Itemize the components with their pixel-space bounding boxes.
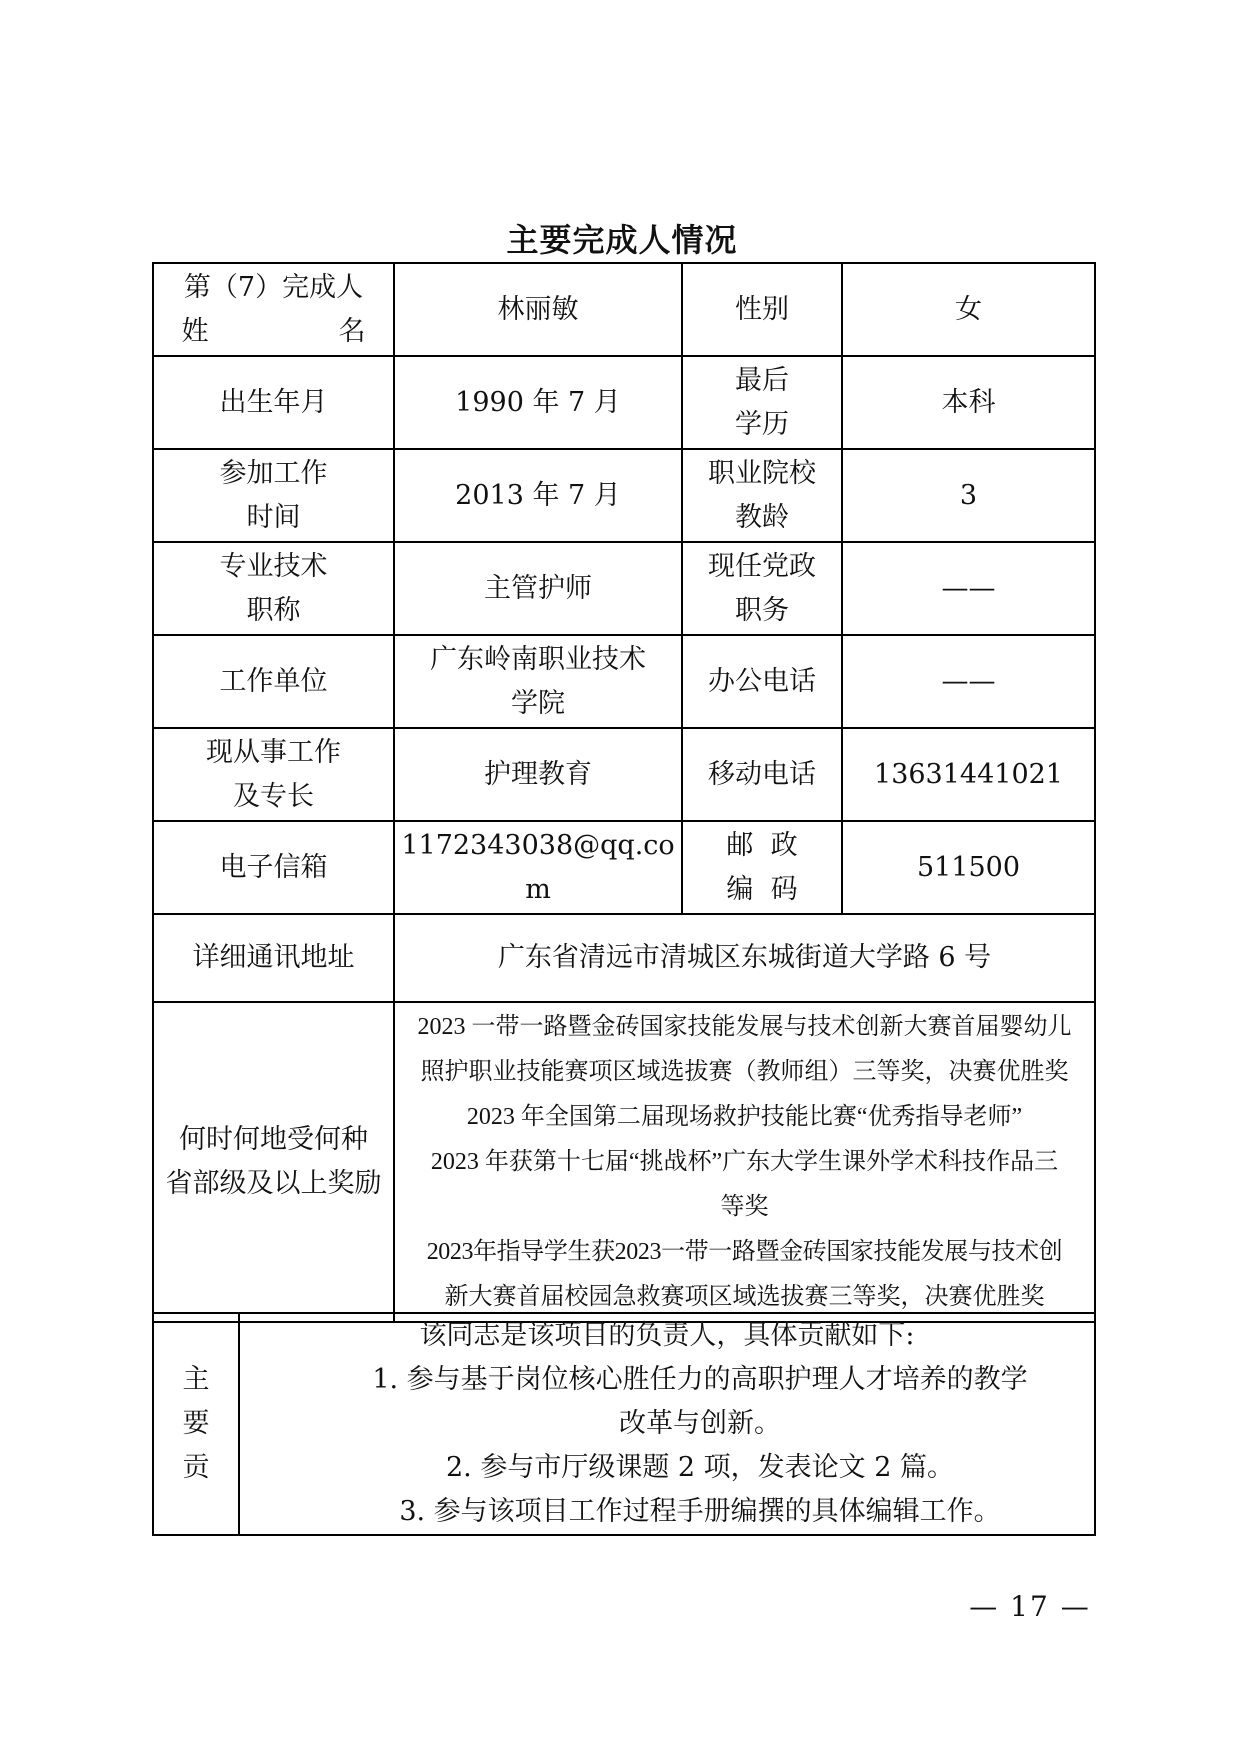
row-awards [153,1002,1095,1322]
award-line: 2023年指导学生获2023一带一路暨金砖国家技能发展与技术创 [426,1238,1063,1265]
label-work-start: 参加工作 时间 [153,449,394,542]
award-line: 2023 年全国第二届现场救护技能比赛“优秀指导老师” [466,1103,1023,1130]
value-birth: 1990 年 7 月 [394,356,682,449]
row-name [153,263,1095,356]
label-awards: 何时何地受何种 省部级及以上奖励 [153,1002,394,1322]
label-party-position: 现任党政 职务 [682,542,842,635]
contribution-item: 改革与创新。 [619,1408,781,1439]
label-professional-title: 专业技术 职称 [153,542,394,635]
award-line: 新大赛首届校园急救赛项区域选拔赛三等奖，决赛优胜奖 [444,1283,1045,1310]
row-unit [153,635,1095,728]
value-work-start: 2013 年 7 月 [394,449,682,542]
row-email [153,821,1095,914]
label-postcode: 邮 政 编 码 [682,821,842,914]
value-unit: 广东岭南职业技术 学院 [394,635,682,728]
row-work-start [153,449,1095,542]
value-contribution [239,1313,1095,1535]
award-line: 照护职业技能赛项区域选拔赛（教师组）三等奖，决赛优胜奖 [420,1058,1069,1085]
label-teaching-years: 职业院校 教龄 [682,449,842,542]
label-gender: 性别 [682,263,842,356]
label-job: 现从事工作 及专长 [153,728,394,821]
label-unit: 工作单位 [153,635,394,728]
label-contribution: 主 要 贡 [153,1313,239,1535]
value-job: 护理教育 [394,728,682,821]
row-birth [153,356,1095,449]
label-name: 第（7）完成人 姓 名 [153,263,394,356]
value-postcode: 511500 [842,821,1095,914]
value-teaching-years: 3 [842,449,1095,542]
value-awards [394,1002,1095,1322]
row-job [153,728,1095,821]
value-professional-title: 主管护师 [394,542,682,635]
contribution-item: 3. 参与该项目工作过程手册编撰的具体编辑工作。 [399,1496,1001,1527]
info-table [152,262,1096,1323]
label-birth: 出生年月 [153,356,394,449]
contribution-item: 1. 参与基于岗位核心胜任力的高职护理人才培养的教学 [372,1364,1028,1395]
award-line: 2023 一带一路暨金砖国家技能发展与技术创新大赛首届婴幼儿 [417,1013,1072,1040]
row-address [153,914,1095,1002]
label-office-phone: 办公电话 [682,635,842,728]
page-title: 主要完成人情况 [506,221,738,259]
row-professional-title [153,542,1095,635]
contribution-item: 2. 参与市厅级课题 2 项，发表论文 2 篇。 [445,1452,955,1483]
award-line: 等奖 [720,1193,769,1220]
label-mobile: 移动电话 [682,728,842,821]
label-email: 电子信箱 [153,821,394,914]
row-contribution [153,1313,1095,1535]
value-office-phone: —— [842,635,1095,728]
value-name: 林丽敏 [394,263,682,356]
label-education: 最后 学历 [682,356,842,449]
contribution-intro: 该同志是该项目的负责人，具体贡献如下: [419,1320,915,1351]
label-address: 详细通讯地址 [153,914,394,1002]
value-education: 本科 [842,356,1095,449]
value-mobile: 13631441021 [842,728,1095,821]
value-email: 1172343038@qq.com [394,821,682,914]
value-gender: 女 [842,263,1095,356]
award-line: 2023 年获第十七届“挑战杯”广东大学生课外学术科技作品三 [430,1148,1059,1175]
contribution-table [152,1312,1096,1536]
value-address: 广东省清远市清城区东城街道大学路 6 号 [394,914,1095,1002]
page-number: — 17 — [969,1590,1091,1623]
value-party-position: —— [842,542,1095,635]
